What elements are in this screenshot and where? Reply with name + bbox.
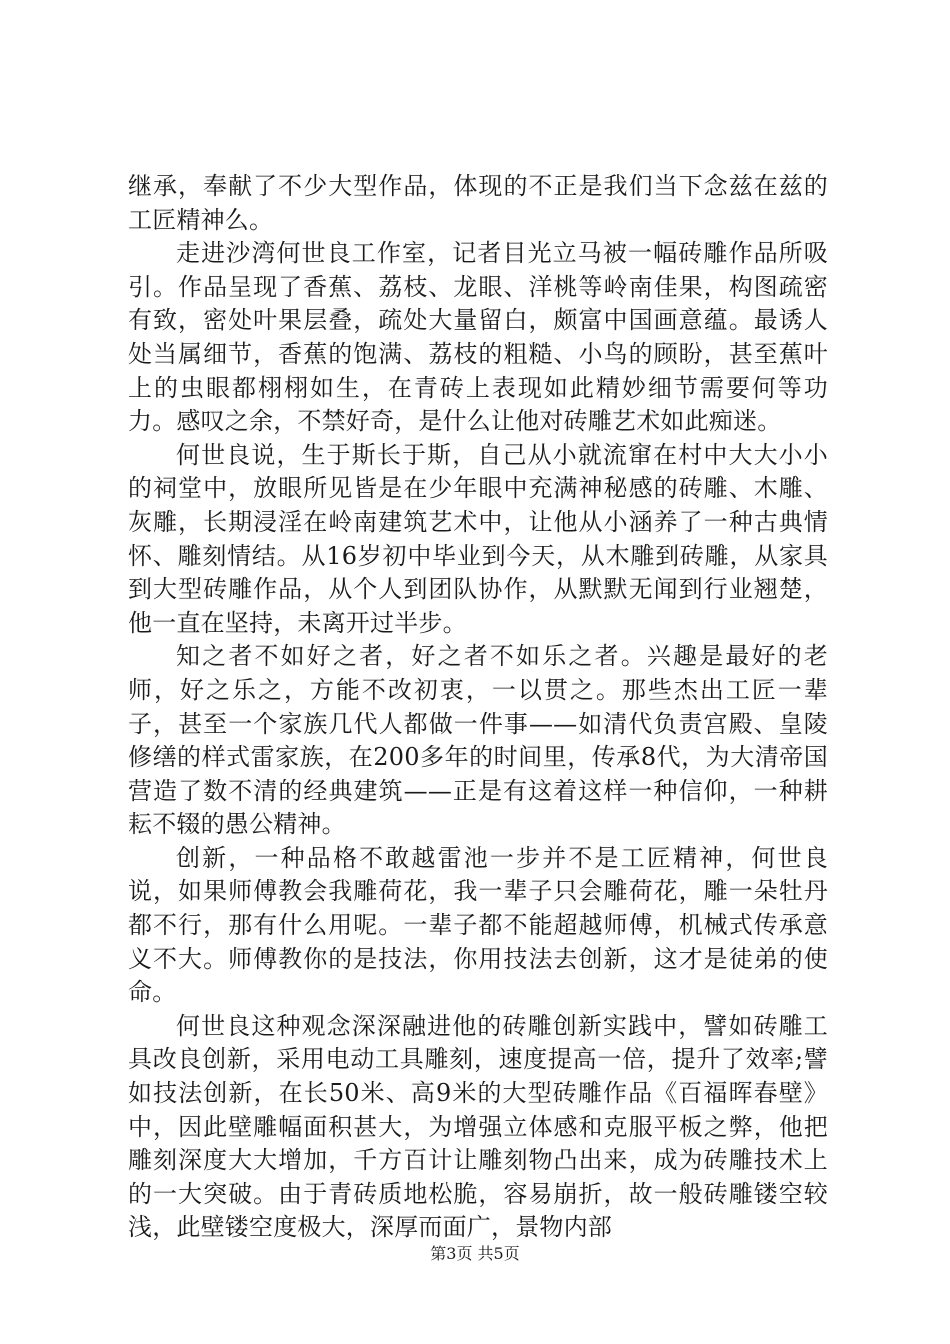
paragraph-6: 何世良这种观念深深融进他的砖雕创新实践中，譬如砖雕工具改良创新，采用电动工具雕刻，速度提高一倍，提升了效率;譬如技法创新，在长50米、高9米的大型砖雕作品《百福晖春壁》中，因此壁雕幅面积甚大，为增强立体感和克服平板之弊，他把雕刻深度大大增加，千方百计让雕刻物凸出来，成为砖雕技术上的一大突破。由于青砖质地松脆，容易崩折，故一般砖雕镂空较浅，此壁镂空度极大，深厚而面广，景物内部 (128, 1011, 828, 1242)
paragraph-5: 创新，一种品格不敢越雷池一步并不是工匠精神，何世良说，如果师傅教会我雕荷花，我一辈子只会雕荷花，雕一朵牡丹都不行，那有什么用呢。一辈子都不能超越师傅，机械式传承意义不大。师傅教你的是技法，你用技法去创新，这才是徒弟的使命。 (128, 843, 828, 1007)
body-text (128, 170, 828, 1245)
page-footer: 第3页 共5页 (430, 1244, 520, 1263)
paragraph-2: 走进沙湾何世良工作室，记者目光立马被一幅砖雕作品所吸引。作品呈现了香蕉、荔枝、龙眼、洋桃等岭南佳果，构图疏密有致，密处叶果层叠，疏处大量留白，颇富中国画意蕴。最诱人处当属细节，香蕉的饱满、荔枝的粗糙、小鸟的顾盼，甚至蕉叶上的虫眼都栩栩如生，在青砖上表现如此精妙细节需要何等功力。感叹之余，不禁好奇，是什么让他对砖雕艺术如此痴迷。 (128, 239, 828, 436)
paragraph-1: 继承，奉献了不少大型作品，体现的不正是我们当下念兹在兹的工匠精神么。 (128, 172, 828, 234)
paragraph-3: 何世良说，生于斯长于斯，自己从小就流窜在村中大大小小的祠堂中，放眼所见皆是在少年眼中充满神秘感的砖雕、木雕、灰雕，长期浸淫在岭南建筑艺术中，让他从小涵养了一种古典情怀、雕刻情结。从16岁初中毕业到今天，从木雕到砖雕，从家具到大型砖雕作品，从个人到团队协作，从默默无闻到行业翘楚，他一直在坚持，未离开过半步。 (128, 440, 828, 637)
paragraph-4: 知之者不如好之者，好之者不如乐之者。兴趣是最好的老师，好之乐之，方能不改初衷，一以贯之。那些杰出工匠一辈子，甚至一个家族几代人都做一件事——如清代负责宫殿、皇陵修缮的样式雷家族，在200多年的时间里，传承8代，为大清帝国营造了数不清的经典建筑——正是有这着这样一种信仰，一种耕耘不辍的愚公精神。 (128, 642, 828, 839)
